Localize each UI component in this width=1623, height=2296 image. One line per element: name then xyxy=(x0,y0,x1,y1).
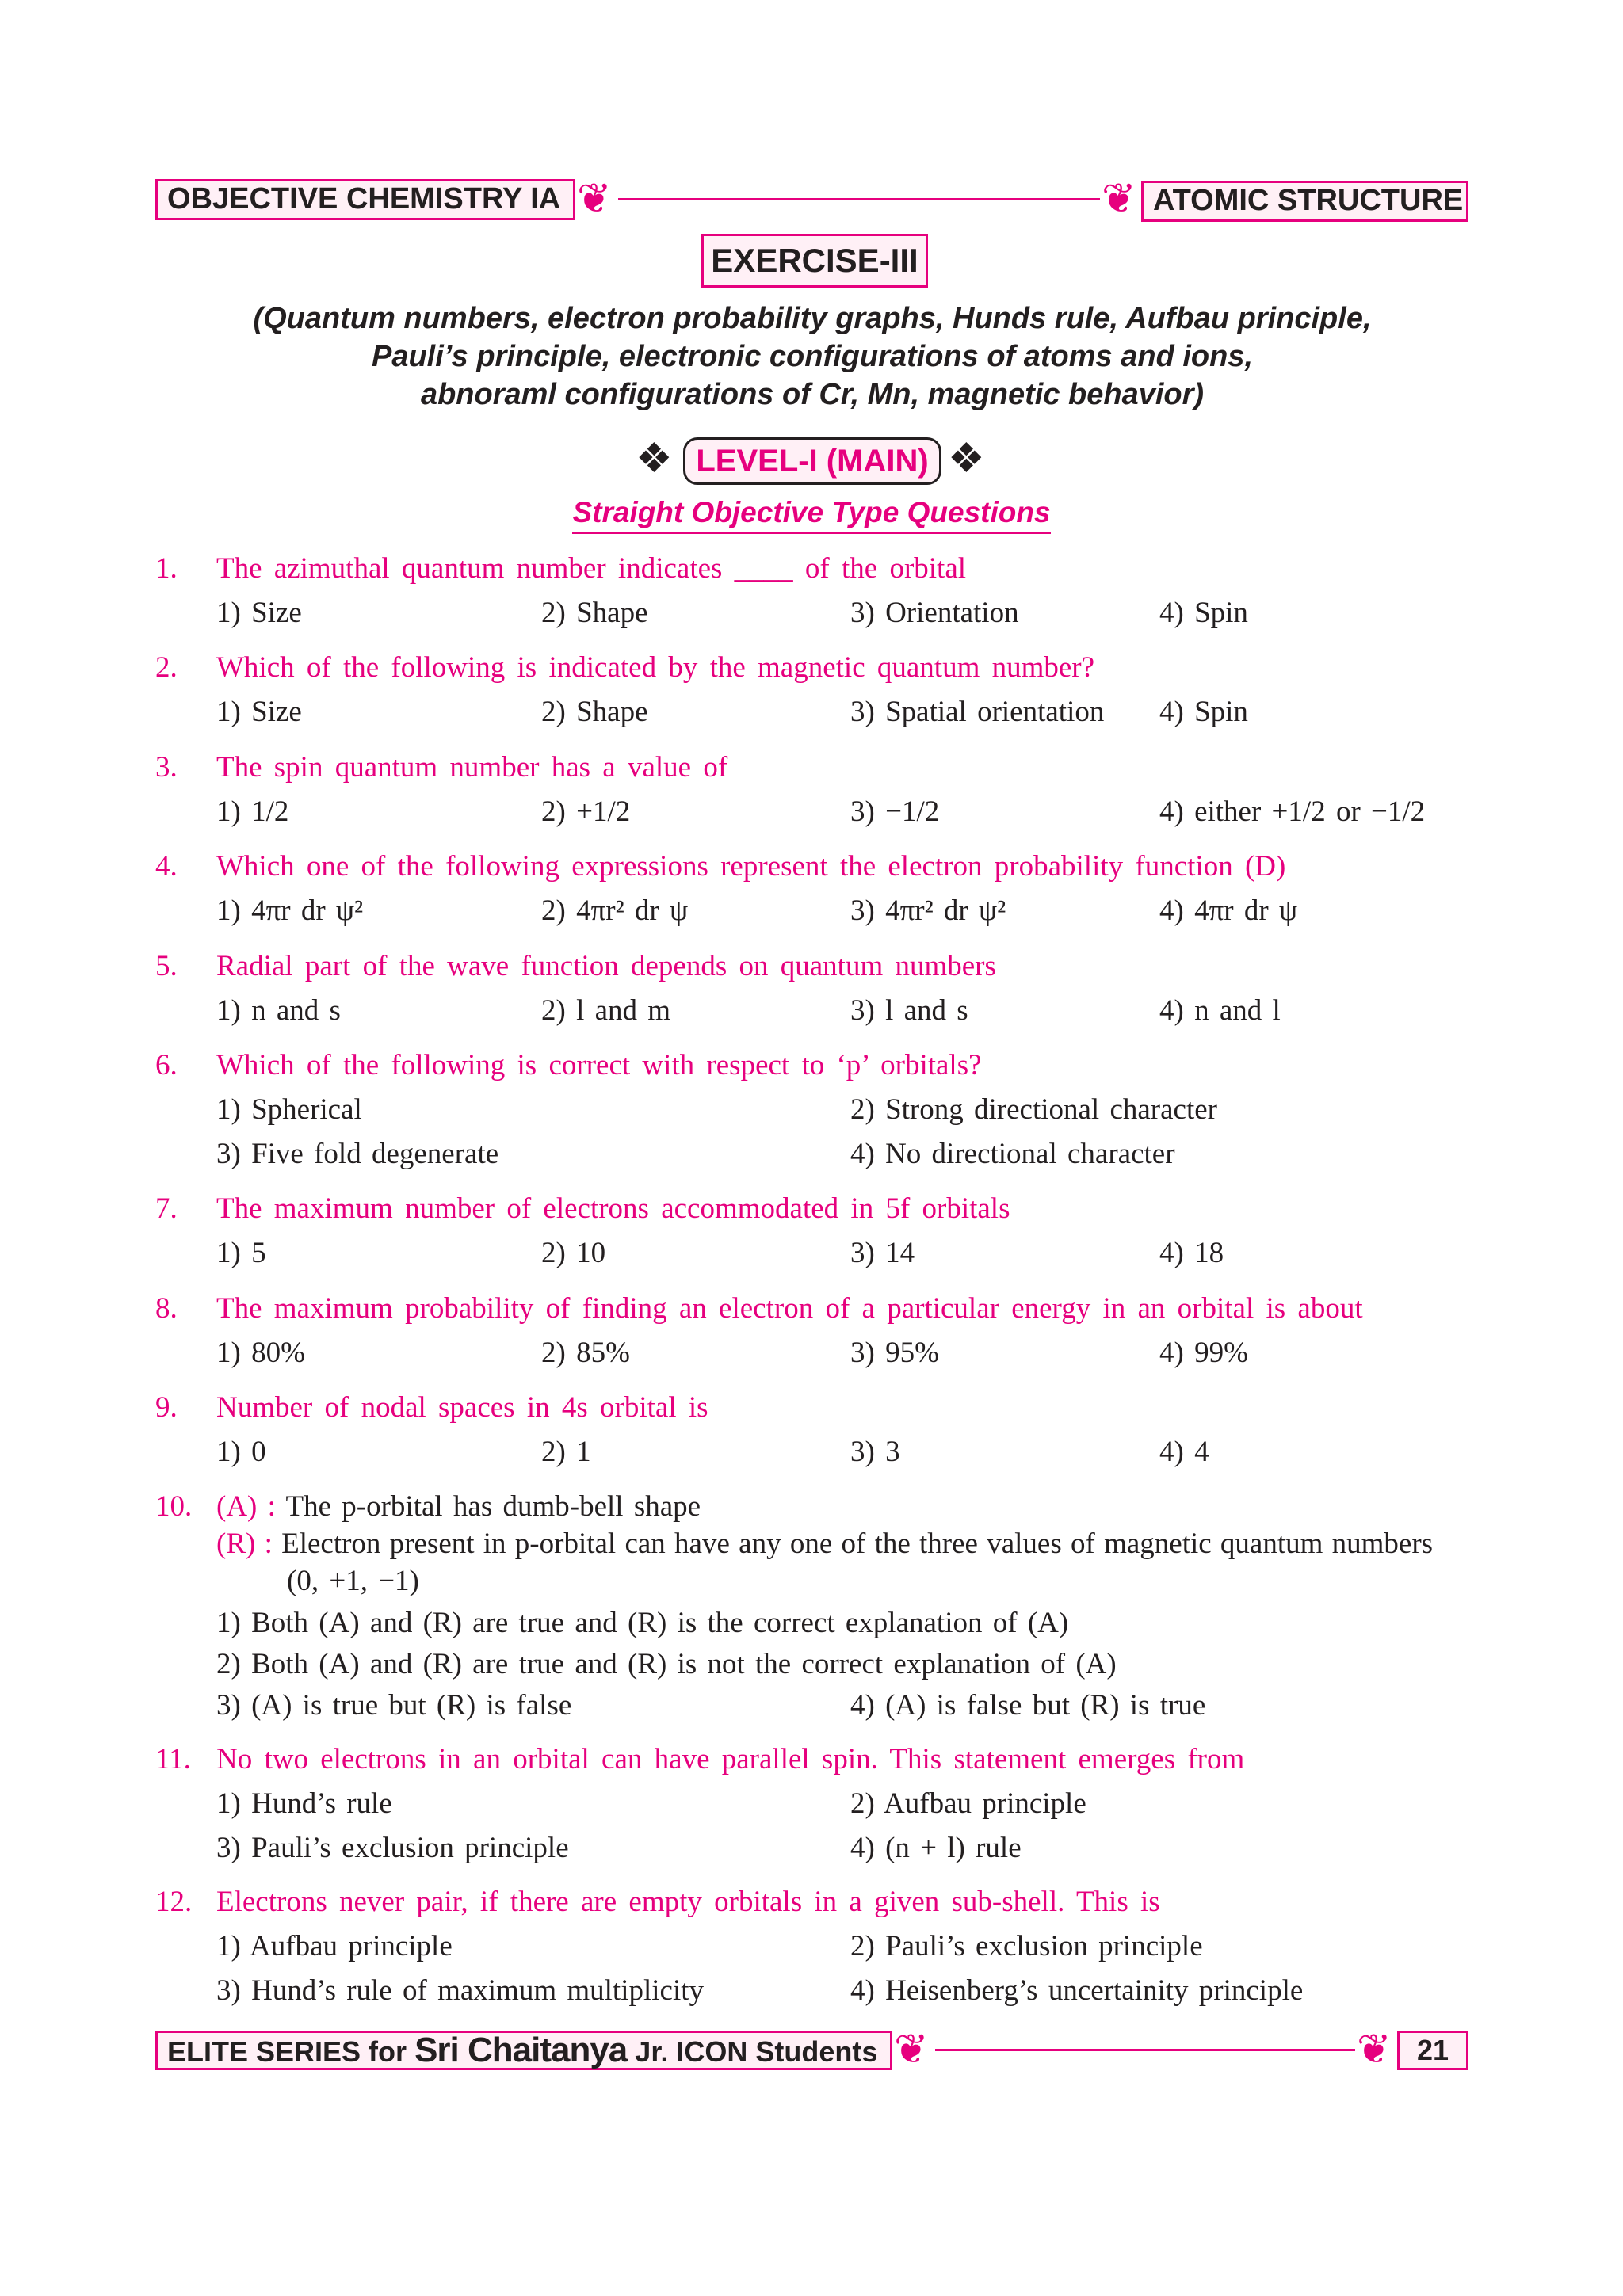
question-text: Number of nodal spaces in 4s orbital is xyxy=(216,1391,708,1424)
reason xyxy=(216,1527,1433,1562)
option: 2) l and m xyxy=(541,994,671,1027)
option: 2) 1 xyxy=(541,1436,591,1468)
page-number: 21 xyxy=(1397,2031,1468,2070)
option: 4) No directional character xyxy=(850,1138,1175,1170)
option: 1) Size xyxy=(216,597,302,629)
footer-series xyxy=(155,2031,892,2070)
assertion-text: The p-orbital has dumb-bell shape xyxy=(285,1490,701,1523)
option: 1) n and s xyxy=(216,994,341,1027)
topics-line-1: (Quantum numbers, electron probability graphs, Hunds rule, Aufbau principle, xyxy=(253,302,1372,335)
question-number: 12. xyxy=(155,1886,193,1918)
reason-text: Electron present in p-orbital can have any one of the three values of magnetic quantum numbers xyxy=(281,1527,1434,1560)
option: 2) Aufbau principle xyxy=(850,1787,1086,1820)
option: 3) 4πr² dr ψ² xyxy=(850,894,1006,927)
option: 2) Shape xyxy=(541,597,648,629)
footer-brand: Sri Chaitanya xyxy=(414,2031,628,2069)
assertion xyxy=(216,1489,701,1524)
option: 4) 18 xyxy=(1159,1237,1224,1269)
question-text: The maximum number of electrons accommodated in 5f orbitals xyxy=(216,1192,1010,1225)
option: 1) 80% xyxy=(216,1337,305,1369)
section-subheading xyxy=(0,496,1623,529)
question-number: 2. xyxy=(155,651,178,684)
level-ornament-left-icon: ❖ xyxy=(636,437,673,482)
topics-line-2: Pauli’s principle, electronic configurations of atoms and ions, xyxy=(371,340,1254,373)
footer-ornament-right-icon: ❦ xyxy=(1357,2027,1392,2073)
option: 3) Pauli’s exclusion principle xyxy=(216,1832,569,1864)
reason-continuation: (0, +1, −1) xyxy=(287,1565,419,1597)
option: 1) Both (A) and (R) are true and (R) is the correct explanation of (A) xyxy=(216,1607,1069,1639)
option: 2) Both (A) and (R) are true and (R) is not the correct explanation of (A) xyxy=(216,1648,1117,1680)
question-number: 1. xyxy=(155,552,178,585)
question-number: 10. xyxy=(155,1490,193,1523)
question-text: No two electrons in an orbital can have parallel spin. This statement emerges from xyxy=(216,1743,1245,1775)
question-number: 7. xyxy=(155,1192,178,1225)
option: 4) n and l xyxy=(1159,994,1281,1027)
option: 3) 14 xyxy=(850,1237,915,1269)
question-number: 9. xyxy=(155,1391,178,1424)
option: 4) 99% xyxy=(1159,1337,1248,1369)
question-number: 5. xyxy=(155,950,178,982)
assertion-label: (A) : xyxy=(216,1490,276,1523)
reason-label: (R) : xyxy=(216,1527,273,1560)
question-text: Which one of the following expressions represent the electron probability function (D) xyxy=(216,850,1286,883)
footer-rule xyxy=(935,2049,1355,2051)
footer-series-suffix: Jr. ICON Students xyxy=(635,2035,878,2068)
footer-series-prefix: ELITE SERIES for xyxy=(167,2035,407,2068)
exercise-title: EXERCISE-III xyxy=(701,234,928,288)
option: 3) −1/2 xyxy=(850,795,940,828)
option: 1) 4πr dr ψ² xyxy=(216,894,364,927)
option: 4) 4 xyxy=(1159,1436,1209,1468)
exercise-topics xyxy=(158,299,1466,414)
option: 4) Spin xyxy=(1159,597,1248,629)
footer-ornament-left-icon: ❦ xyxy=(894,2027,929,2073)
header-ornament-left-icon: ❦ xyxy=(577,177,612,222)
header-right-title: ATOMIC STRUCTURE xyxy=(1141,181,1468,222)
question-number: 4. xyxy=(155,850,178,883)
option: 3) 3 xyxy=(850,1436,900,1468)
question-number: 8. xyxy=(155,1292,178,1325)
question-number: 3. xyxy=(155,751,178,784)
level-title: LEVEL-I (MAIN) xyxy=(683,437,941,485)
option: 3) Orientation xyxy=(850,597,1019,629)
header-ornament-right-icon: ❦ xyxy=(1102,177,1136,222)
header-rule xyxy=(618,198,1100,200)
subheading-text: Straight Objective Type Questions xyxy=(572,496,1050,534)
header-left-title: OBJECTIVE CHEMISTRY IA xyxy=(155,179,575,220)
option: 1) Spherical xyxy=(216,1093,362,1126)
option: 2) 4πr² dr ψ xyxy=(541,894,689,927)
option: 2) Pauli’s exclusion principle xyxy=(850,1930,1203,1962)
question-number: 11. xyxy=(155,1743,191,1775)
option: 4) Heisenberg’s uncertainity principle xyxy=(850,1974,1304,2007)
option: 1) Aufbau principle xyxy=(216,1930,453,1962)
question-number: 6. xyxy=(155,1049,178,1081)
option: 3) Hund’s rule of maximum multiplicity xyxy=(216,1974,705,2007)
option: 4) (n + l) rule xyxy=(850,1832,1022,1864)
option: 2) 85% xyxy=(541,1337,630,1369)
option: 1) 0 xyxy=(216,1436,266,1468)
option: 4) either +1/2 or −1/2 xyxy=(1159,795,1426,828)
option: 1) Hund’s rule xyxy=(216,1787,392,1820)
option: 3) 95% xyxy=(850,1337,939,1369)
topics-line-3: abnoraml configurations of Cr, Mn, magnetic behavior) xyxy=(420,378,1205,411)
level-ornament-right-icon: ❖ xyxy=(948,437,985,482)
option: 1) Size xyxy=(216,696,302,728)
option: 1) 5 xyxy=(216,1237,266,1269)
question-text: Electrons never pair, if there are empty orbitals in a given sub-shell. This is xyxy=(216,1886,1160,1918)
option: 2) 10 xyxy=(541,1237,606,1269)
option: 4) 4πr dr ψ xyxy=(1159,894,1298,927)
question-text: The maximum probability of finding an electron of a particular energy in an orbital is about xyxy=(216,1292,1363,1325)
option: 4) (A) is false but (R) is true xyxy=(850,1689,1206,1722)
question-text: The spin quantum number has a value of xyxy=(216,751,728,784)
option: 2) +1/2 xyxy=(541,795,631,828)
option: 3) (A) is true but (R) is false xyxy=(216,1689,572,1722)
question-text: Which of the following is correct with respect to ‘p’ orbitals? xyxy=(216,1049,982,1081)
option: 1) 1/2 xyxy=(216,795,289,828)
question-text: Which of the following is indicated by the magnetic quantum number? xyxy=(216,651,1095,684)
option: 3) Spatial orientation xyxy=(850,696,1105,728)
option: 2) Strong directional character xyxy=(850,1093,1217,1126)
option: 4) Spin xyxy=(1159,696,1248,728)
question-text: The azimuthal quantum number indicates ____ of the orbital xyxy=(216,552,967,585)
option: 3) Five fold degenerate xyxy=(216,1138,499,1170)
question-text: Radial part of the wave function depends on quantum numbers xyxy=(216,950,996,982)
option: 3) l and s xyxy=(850,994,968,1027)
option: 2) Shape xyxy=(541,696,648,728)
